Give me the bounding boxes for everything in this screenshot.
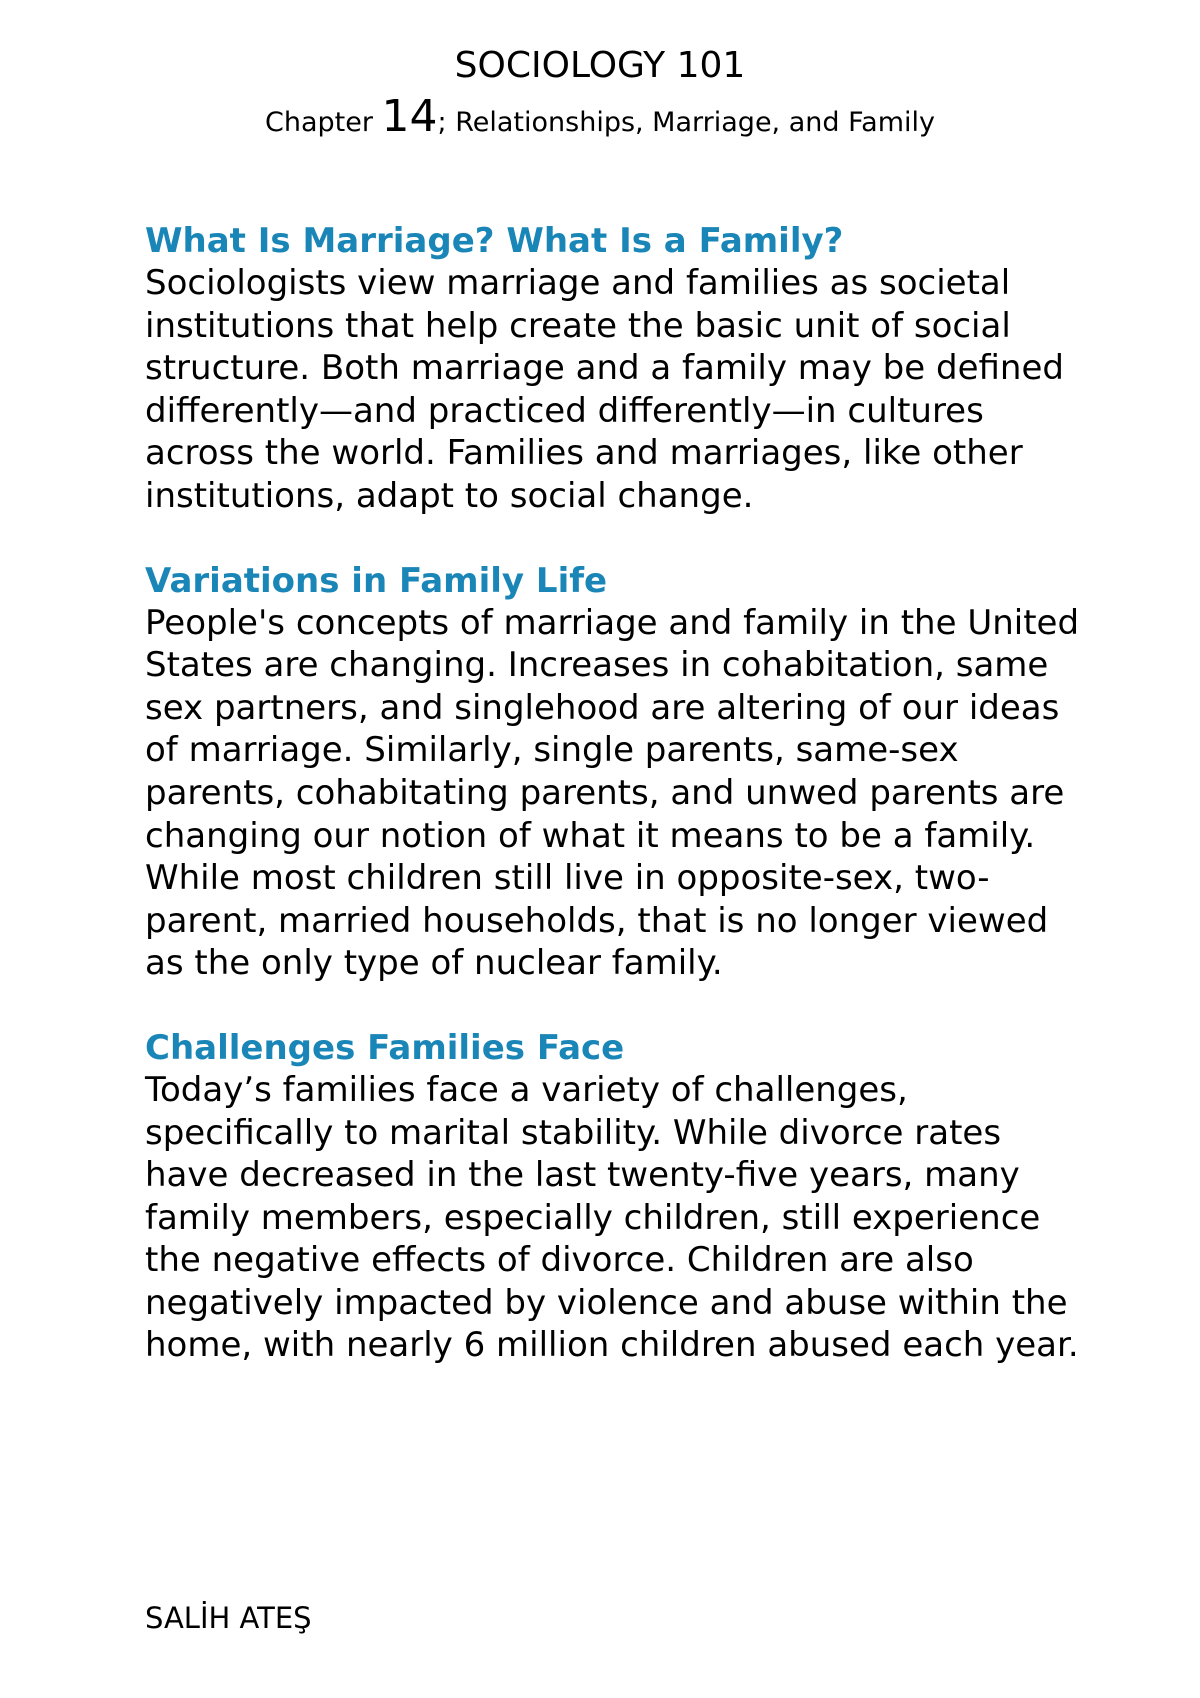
author-name: SALİH ATEŞ [145, 1601, 312, 1635]
section-marriage-family [145, 220, 1085, 518]
section-variations-family-life [145, 560, 1085, 985]
section-heading: Challenges Families Face [145, 1027, 625, 1068]
section-challenges-families-face [145, 1027, 1085, 1367]
section-paragraph: Sociologists view marriage and families as societal institutions that help create the basic unit of social structure. Both marriage and a family may be defined differently—and practiced differently—in cultures across the world. Families and marriages, like other institutions, adapt to social change. [145, 263, 1064, 516]
section-paragraph: Today’s families face a variety of challenges, specifically to marital stability. While divorce rates have decreased in the last twenty-five years, many family members, especially children, still experience the negative effects of divorce. Children are also negatively impacted by violence and abuse within the home, with nearly 6 million children abused each year. [145, 1069, 1079, 1366]
section-heading: Variations in Family Life [145, 560, 608, 601]
chapter-label: Chapter [265, 107, 382, 138]
chapter-number: 14 [381, 91, 438, 142]
chapter-subtitle [0, 92, 1200, 148]
chapter-title: ; Relationships, Marriage, and Family [437, 107, 935, 138]
section-heading: What Is Marriage? What Is a Family? [145, 221, 844, 261]
section-paragraph: People's concepts of marriage and family in the United States are changing. Increases in cohabitation, same sex partners, and singlehood are altering of our ideas of marriage. Similarly, single parents, same-sex parents, cohabitating parents, and unwed parents are changing our notion of what it means to be a family. While most children still live in opposite-sex, two-parent, married households, that is no longer viewed as the only type of nuclear family. [145, 602, 1080, 984]
document-body [145, 220, 1085, 1409]
document-title: SOCIOLOGY 101 [454, 45, 746, 86]
